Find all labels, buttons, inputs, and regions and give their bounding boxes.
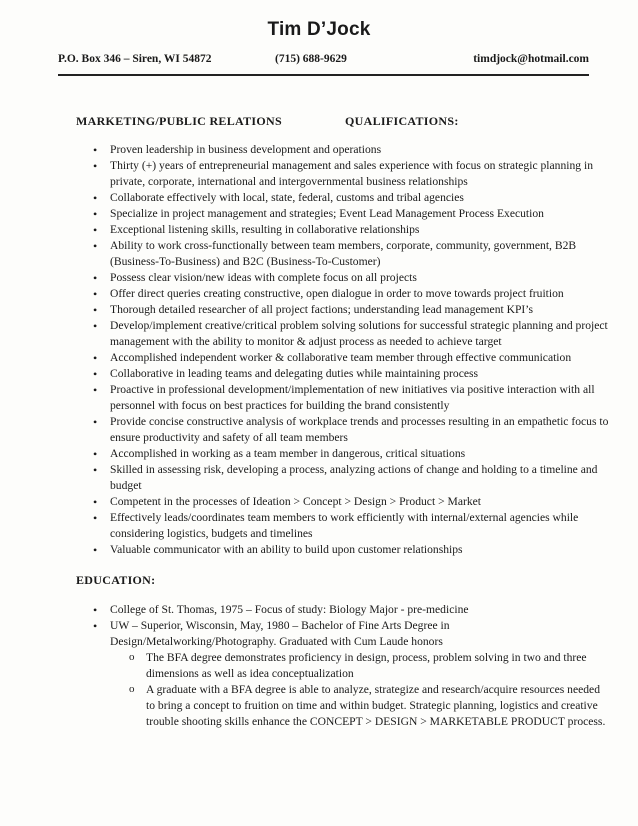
education-sub-list: [129, 650, 609, 730]
list-item: • Proactive in professional development/implementation of new initiatives via positive interaction with all personnel with focus on best practices for building the brand consistently: [93, 382, 609, 414]
contact-phone: (715) 688-9629: [275, 53, 347, 65]
list-item: • Develop/implement creative/critical problem solving solutions for successful strategic planning and project management with the ability to monitor & adjust process as needed to achieve target: [93, 318, 609, 350]
list-item: • Collaborative in leading teams and delegating duties while maintaining process: [93, 366, 609, 382]
list-item: • Skilled in assessing risk, developing a process, analyzing actions of change and holding to a timeline and budget: [93, 462, 609, 494]
list-item: • Exceptional listening skills, resulting in collaborative relationships: [93, 222, 609, 238]
list-item: • Ability to work cross-functionally between team members, corporate, community, government, B2B (Business-To-Business) and B2C (Business-To-Customer): [93, 238, 609, 270]
education-list: [93, 602, 609, 730]
list-item: • Competent in the processes of Ideation > Concept > Design > Product > Market: [93, 494, 609, 510]
contact-address: P.O. Box 346 – Siren, WI 54872: [58, 53, 212, 65]
list-item: • Thorough detailed researcher of all project factions; understanding lead management KPI’s: [93, 302, 609, 318]
qualifications-list: [93, 142, 609, 558]
contact-email: timdjock@hotmail.com: [473, 53, 589, 65]
list-item: • Accomplished in working as a team member in dangerous, critical situations: [93, 446, 609, 462]
list-item: [93, 618, 609, 730]
list-item: • Proven leadership in business development and operations: [93, 142, 609, 158]
section-heading-education: EDUCATION:: [76, 573, 156, 587]
list-item: • Provide concise constructive analysis of workplace trends and processes resulting in an empathetic focus to ensure productivity and safety of all team members: [93, 414, 609, 446]
list-item: • Valuable communicator with an ability to build upon customer relationships: [93, 542, 609, 558]
education-entry: College of St. Thomas, 1975 – Focus of study: Biology Major - pre-medicine: [110, 603, 469, 616]
header-divider: [58, 74, 589, 76]
sub-list-item: o The BFA degree demonstrates proficiency in design, process, problem solving in two and three dimensions as well as idea conceptualization: [129, 650, 609, 682]
list-item: • Offer direct queries creating constructive, open dialogue in order to move towards project fruition: [93, 286, 609, 302]
resume-name: Tim D’Jock: [267, 19, 371, 40]
list-item: • Thirty (+) years of entrepreneurial management and sales experience with focus on strategic planning in private, corporate, international and intergovernmental business relationships: [93, 158, 609, 190]
list-item: • Collaborate effectively with local, state, federal, customs and tribal agencies: [93, 190, 609, 206]
list-item: [93, 602, 609, 618]
list-item: • Effectively leads/coordinates team members to work efficiently with internal/external agencies while considering logistics, budgets and timelines: [93, 510, 609, 542]
list-item: • Possess clear vision/new ideas with complete focus on all projects: [93, 270, 609, 286]
sub-list-item: o A graduate with a BFA degree is able to analyze, strategize and research/acquire resources needed to bring a concept to fruition on time and within budget. Strategic planning, logistics and creative trouble shooting skills enhance the CONCEPT > DESIGN > MARKETABLE PRODUCT process.: [129, 682, 609, 730]
section-heading-marketing: MARKETING/PUBLIC RELATIONS: [76, 114, 282, 128]
education-entry: UW – Superior, Wisconsin, May, 1980 – Bachelor of Fine Arts Degree in Design/Metalworking/Photography. Graduated with Cum Laude honors: [110, 619, 450, 648]
list-item: • Specialize in project management and strategies; Event Lead Management Process Execution: [93, 206, 609, 222]
section-heading-qualifications: QUALIFICATIONS:: [345, 114, 459, 128]
list-item: • Accomplished independent worker & collaborative team member through effective communication: [93, 350, 609, 366]
